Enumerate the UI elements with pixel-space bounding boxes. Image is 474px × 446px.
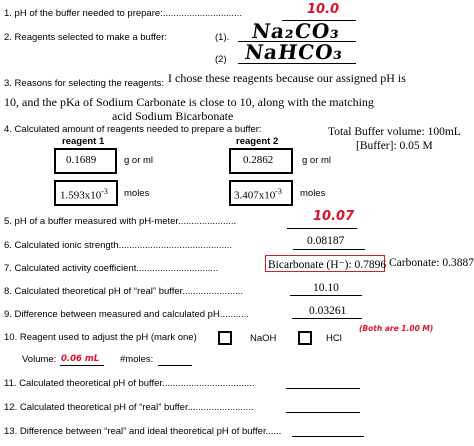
q10-volume-label: Volume: xyxy=(22,354,57,365)
q3-label: 3. Reasons for selecting the reagents: xyxy=(4,78,165,89)
q10-moles-line xyxy=(158,365,192,366)
q10-molarity-note: (Both are 1.00 M) xyxy=(359,324,434,333)
reagent1-mass: 0.1689 xyxy=(66,154,97,166)
q11-label: 11. Calculated theoretical pH of buffer................................... xyxy=(4,378,255,389)
total-buffer-volume: Total Buffer volume: 100mL xyxy=(328,126,461,138)
q3-answer-line1: I chose these reagents because our assigned pH is xyxy=(168,71,406,85)
q12-label: 12. Calculated theoretical pH of “real” buffer......................... xyxy=(4,402,254,413)
naoh-checkbox[interactable] xyxy=(218,331,232,345)
reagent2-mass: 0.2862 xyxy=(243,154,274,166)
q11-answer-line xyxy=(286,388,360,389)
reagent2-moles: $3.407x10^{-3}$ xyxy=(234,187,282,202)
q2-item2-number: (2) xyxy=(215,54,227,65)
q7-carbonate-coefficient: Carbonate: 0.3887 xyxy=(389,257,474,269)
q13-answer-line xyxy=(292,436,364,437)
buffer-concentration: [Buffer]: 0.05 M xyxy=(356,140,433,152)
q10-volume-value: 0.06 mL xyxy=(61,354,100,364)
q3-answer-line3: acid Sodium Bicarbonate xyxy=(112,109,234,123)
q7-label: 7. Calculated activity coefficient............................... xyxy=(4,263,219,274)
hcl-label: HCl xyxy=(326,333,342,344)
q6-answer: 0.08187 xyxy=(307,235,345,247)
q6-label: 6. Calculated ionic strength........................................... xyxy=(4,240,233,251)
hcl-checkbox[interactable] xyxy=(298,331,312,345)
q10-label: 10. Reagent used to adjust the pH (mark one) xyxy=(4,332,197,343)
q2-label: 2. Reagents selected to make a buffer: xyxy=(4,32,168,43)
q1-answer: 10.0 xyxy=(307,2,340,17)
q9-answer-line xyxy=(292,318,362,319)
q3-answer-line2: 10, and the pKa of Sodium Carbonate is close to 10, along with the matching xyxy=(4,95,374,109)
q5-answer-line xyxy=(287,228,357,229)
q2-reagent2: NaHCO₃ xyxy=(243,40,345,64)
reagent2-mass-unit: g or ml xyxy=(302,155,332,166)
q13-label: 13. Difference between “real” and ideal theoretical pH of buffer...... xyxy=(4,426,282,437)
q10-volume-line xyxy=(60,365,104,366)
q1-label: 1. pH of the buffer needed to prepare:.............................. xyxy=(4,8,242,19)
q8-answer: 10.10 xyxy=(313,282,339,294)
q9-label: 9. Difference between measured and calculated pH........... xyxy=(4,309,249,320)
naoh-label: NaOH xyxy=(250,333,277,344)
q8-label: 8. Calculated theoretical pH of “real” buffer....................... xyxy=(4,286,244,297)
q5-answer: 10.07 xyxy=(313,209,355,224)
q5-label: 5. pH of a buffer measured with pH-meter...................... xyxy=(4,216,237,227)
q4-label: 4. Calculated amount of reagents needed to prepare a buffer: xyxy=(4,124,262,135)
reagent1-moles: $1.593x10^{-3}$ xyxy=(60,187,108,202)
q2-line2 xyxy=(238,63,356,64)
reagent2-moles-unit: moles xyxy=(300,188,326,199)
q7-bicarbonate-coefficient: Bicarbonate (H⁻): 0.7896 xyxy=(268,259,387,271)
q2-reagent1: Na₂CO₃ xyxy=(250,19,342,43)
q12-answer-line xyxy=(286,412,360,413)
reagent1-moles-unit: moles xyxy=(124,188,150,199)
reagent2-header: reagent 2 xyxy=(236,136,279,147)
reagent1-header: reagent 1 xyxy=(62,136,105,147)
q8-answer-line xyxy=(290,295,362,296)
q10-moles-label: #moles: xyxy=(120,354,154,365)
q2-item1-number: (1). xyxy=(215,32,230,43)
q6-answer-line xyxy=(293,249,365,250)
q9-answer: 0.03261 xyxy=(309,305,347,317)
reagent1-mass-unit: g or ml xyxy=(124,155,154,166)
